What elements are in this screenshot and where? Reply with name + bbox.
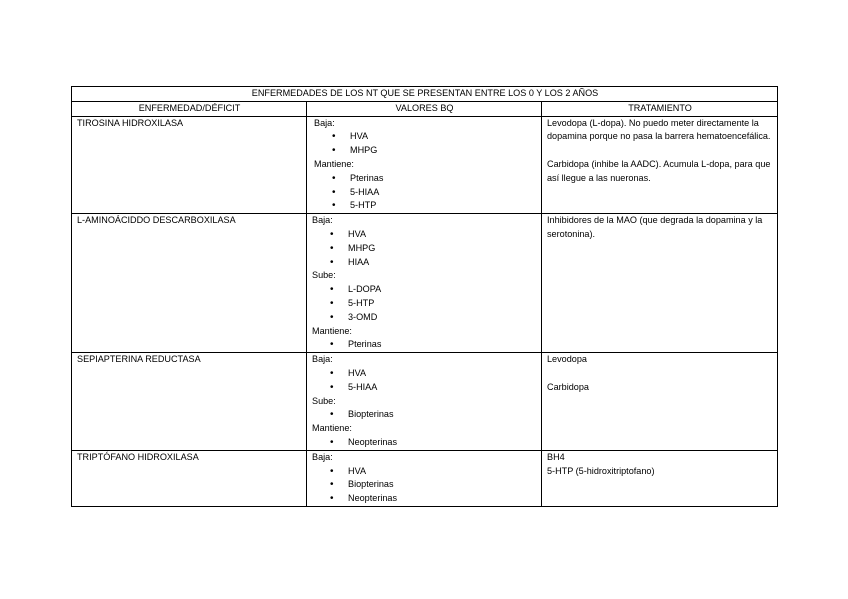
table-title: ENFERMEDADES DE LOS NT QUE SE PRESENTAN ENTRE LOS 0 Y LOS 2 AÑOS	[72, 87, 778, 102]
group-label: Baja:	[314, 117, 335, 128]
list-item: • 5-HTP	[312, 297, 537, 311]
values-cell	[307, 450, 542, 506]
value-list	[312, 408, 537, 422]
treatment-text: 5-HTP (5-hidroxitriptofano)	[547, 465, 655, 476]
values-cell	[307, 353, 542, 451]
value-list	[312, 228, 537, 269]
list-item: • 5-HIAA	[314, 186, 537, 200]
table-row	[72, 214, 778, 353]
value-list	[314, 130, 537, 158]
list-item: • Biopterinas	[312, 408, 537, 422]
treatment-text: Inhibidores de la MAO (que degrada la dopamina y la serotonina).	[547, 215, 763, 239]
list-item: • HVA	[314, 130, 537, 144]
disease-name: L-AMINOÁCIDDO DESCARBOXILASA	[72, 214, 307, 353]
value-list	[312, 436, 537, 450]
treatment-text: Carbidopa	[547, 381, 589, 392]
list-item: • Pterinas	[314, 172, 537, 186]
treatment-text: Levodopa (L-dopa). No puedo meter directamente la dopamina porque no pasa la barrera hematoencefálica.	[547, 117, 771, 142]
treatment-cell	[542, 116, 778, 214]
value-list	[312, 338, 537, 352]
group-label: Mantiene:	[312, 423, 352, 434]
table-header-row	[72, 101, 778, 116]
group-label: Baja:	[312, 215, 333, 226]
list-item: • HVA	[312, 228, 537, 242]
disease-name: TRIPTÓFANO HIDROXILASA	[72, 450, 307, 506]
header-treatment: TRATAMIENTO	[542, 101, 778, 116]
list-item: • 3-OMD	[312, 311, 537, 325]
table-row	[72, 450, 778, 506]
header-values: VALORES BQ	[307, 101, 542, 116]
list-item: • MHPG	[312, 242, 537, 256]
values-cell	[307, 116, 542, 214]
list-item: • MHPG	[314, 144, 537, 158]
table-row	[72, 353, 778, 451]
list-item: • Pterinas	[312, 338, 537, 352]
treatment-text: BH4	[547, 451, 565, 462]
list-item: • HVA	[312, 367, 537, 381]
treatment-cell	[542, 353, 778, 451]
group-label: Baja:	[312, 451, 333, 462]
value-list	[312, 283, 537, 324]
list-item: • L-DOPA	[312, 283, 537, 297]
list-item: • Biopterinas	[312, 478, 537, 492]
list-item: • Neopterinas	[312, 436, 537, 450]
value-list	[312, 465, 537, 506]
table-title-row	[72, 87, 778, 102]
header-disease: ENFERMEDAD/DÉFICIT	[72, 101, 307, 116]
value-list	[312, 367, 537, 395]
table-row	[72, 116, 778, 214]
list-item: • Neopterinas	[312, 492, 537, 506]
list-item: • 5-HIAA	[312, 381, 537, 395]
disease-name: TIROSINA HIDROXILASA	[72, 116, 307, 214]
treatment-text: Levodopa	[547, 354, 587, 365]
group-label: Mantiene:	[312, 325, 352, 336]
value-list	[314, 172, 537, 213]
disease-name: SEPIAPTERINA REDUCTASA	[72, 353, 307, 451]
list-item: • HIAA	[312, 256, 537, 270]
group-label: Sube:	[312, 395, 336, 406]
group-label: Sube:	[312, 270, 336, 281]
group-label: Baja:	[312, 354, 333, 365]
treatment-text: Carbidopa (inhibe la AADC). Acumula L-dopa, para que así llegue a las nueronas.	[547, 158, 771, 183]
nt-diseases-table	[71, 86, 778, 507]
list-item: • 5-HTP	[314, 199, 537, 213]
values-cell	[307, 214, 542, 353]
treatment-cell	[542, 214, 778, 353]
treatment-cell	[542, 450, 778, 506]
group-label: Mantiene:	[314, 158, 354, 169]
list-item: • HVA	[312, 465, 537, 479]
